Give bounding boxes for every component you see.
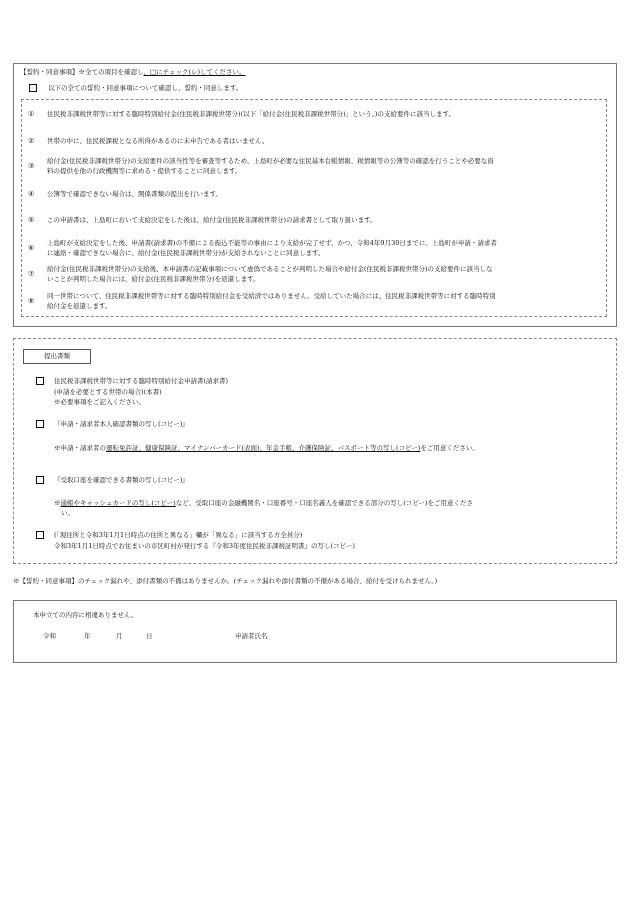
signature-statement: 本申立ての内容に相違ありません。 (33, 611, 138, 619)
warning-note: ※【誓約・同意事項】のチェック漏れや、添付書類の不備はありませんか。(チェック漏れや添付書類の不備がある場合、給付を受けられません。) (13, 577, 438, 585)
doc-id-note-list: 運転免許証、健康保険証、マイナンバーカード(表面)、年金手帳、介護保険証、パスポート等の写し(コピー) (106, 444, 421, 452)
doc-application-note: ※必要事項をご記入ください。 (54, 398, 145, 406)
doc-application-checkbox[interactable] (36, 377, 44, 385)
consent-item-number: ③ (28, 162, 35, 170)
signature-day: 日 (146, 632, 153, 640)
doc-application-title: 住民税非課税世帯等に対する臨時特別給付金申請書(請求書) (54, 377, 229, 385)
doc-account-title: 『受取口座を確認できる書類の写し(コピー)』 (54, 476, 189, 484)
signature-month: 月 (116, 632, 123, 640)
doc-tax-certificate-condition: (「現住所と令和3年1月1日時点の住所と異なる」欄が「異なる」に該当する方全員分) (54, 531, 303, 539)
signature-era: 令和 (43, 632, 56, 640)
consent-item-number: ⑤ (28, 216, 35, 224)
consent-item-text: いことが判明した場合には、給付金(住民税非課税世帯分)を返還します。 (47, 275, 260, 283)
consent-item-number: ② (28, 137, 35, 145)
consent-item-text: 給付金を返還します。 (47, 302, 112, 310)
doc-id-checkbox[interactable] (36, 420, 44, 428)
consent-items-box (21, 99, 607, 317)
consent-item-number: ① (28, 110, 35, 118)
consent-item-number: ⑥ (28, 244, 35, 252)
consent-instruction-underlined: 、□にチェック(レ)してください。 (143, 68, 246, 76)
signature-year: 年 (84, 632, 91, 640)
doc-account-note-line2: い。 (61, 509, 74, 517)
doc-application-condition: (申請を必要とする世帯の場合)(本書) (54, 388, 162, 396)
consent-item-text: 上島町が支給決定をした後、申請書(請求書)の不備による振込不能等の事由により支給が完了せず、かつ、令和4年9月30日までに、上島町が申請・請求者 (47, 239, 497, 247)
doc-id-note-prefix: ※申請・請求者の (54, 444, 106, 452)
consent-item-number: ⑦ (28, 270, 35, 278)
doc-tax-certificate-checkbox[interactable] (36, 531, 44, 539)
consent-item-text: 給付金(住民税非課税世帯分)の支給後、本申請書の記載事項について虚偽であることが判明した場合や給付金(住民税非課税世帯分)の支給要件に該当しな (47, 265, 493, 273)
documents-label: 提出書類 (23, 349, 91, 364)
consent-heading: 【誓約・同意事項】 (20, 68, 79, 76)
signature-name-label: 申請者氏名 (235, 632, 268, 640)
consent-item-number: ⑧ (28, 297, 35, 305)
check-all-label: 以下の全ての誓約・同意事項について確認し、誓約・同意します。 (48, 84, 243, 92)
consent-item-text: 住民税非課税世帯等に対する臨時特別給付金(住民税非課税世帯分)(以下「給付金(住民税非課税世帯分)」という。)の支給要件に該当します。 (47, 110, 455, 118)
consent-item-text: 同一世帯について、住民税非課税世帯等に対する臨時特別給付金を受給済ではありません。受給していた場合には、住民税非課税世帯等に対する臨時特別 (47, 292, 496, 300)
doc-id-note (54, 444, 479, 453)
doc-account-note-prefix: ※ (54, 499, 61, 507)
doc-tax-certificate-title: 令和3年1月1日時点でお住まいの市区町村が発行する『令和3年度住民税非課税証明書』の写し(コピー) (54, 542, 355, 550)
consent-item-text: 公簿等で確認できない場合は、関係書類の提出を行います。 (47, 190, 222, 198)
doc-account-note-list: 通帳やキャッシュカードの写し(コピー) (60, 499, 176, 507)
doc-id-title: 『申請・請求者本人確認書類の写し(コピー)』 (54, 420, 189, 428)
doc-account-checkbox[interactable] (36, 476, 44, 484)
consent-heading-line (20, 68, 246, 77)
consent-instruction: ※全ての項目を確認し (78, 68, 144, 76)
signature-section (13, 600, 617, 663)
check-all-checkbox[interactable] (29, 84, 37, 92)
doc-account-note-suffix: など、受取口座の金融機関名・口座番号・口座名義人を確認できる部分の写し(コピー)をご用意くださ (175, 499, 473, 507)
consent-item-text: 料の提供を他の行政機関等に求める・提供することに同意します。 (47, 167, 242, 175)
consent-item-text: に連絡・確認できない場合に、給付金(住民税非課税世帯分)が支給されないことに同意します。 (47, 249, 325, 257)
doc-id-note-suffix: をご用意ください。 (420, 444, 479, 452)
consent-item-text: 給付金(住民税非課税世帯分)の支給要件の該当性等を審査等するため、上島町が必要な住民基本台帳情報、税情報等の公簿等の確認を行うことや必要な資 (47, 157, 494, 165)
consent-item-number: ④ (28, 190, 35, 198)
consent-item-text: 世帯の中に、住民税課税となる所得があるのに未申告である者はいません。 (47, 137, 269, 145)
consent-item-text: この申請書は、上島町において支給決定をした後は、給付金(住民税非課税世帯分)の請求書として取り扱います。 (47, 216, 377, 224)
doc-account-note (54, 499, 473, 508)
